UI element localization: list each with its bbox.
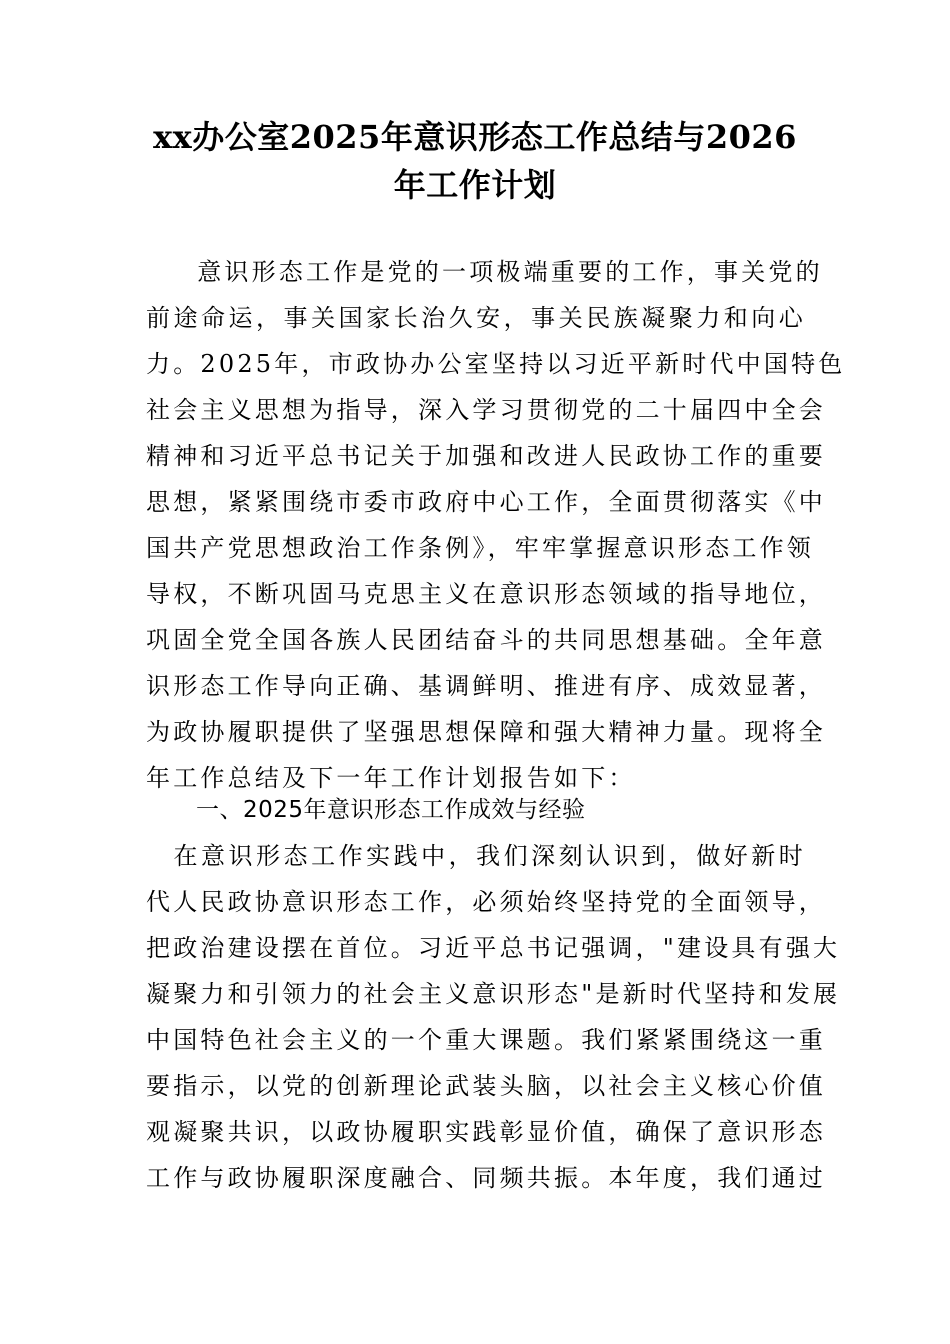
title-line-2: 年工作计划	[393, 166, 557, 204]
paragraph-line: 前途命运，事关国家长治久安，事关民族凝聚力和向心	[146, 304, 806, 332]
paragraph-line: 凝聚力和引领力的社会主义意识形态"是新时代坚持和发展	[146, 980, 841, 1008]
intro-paragraph	[146, 249, 846, 801]
paragraph-line: 巩固全党全国各族人民团结奋斗的共同思想基础。全年意	[146, 626, 826, 654]
paragraph-line: 中国特色社会主义的一个重大课题。我们紧紧围绕这一重	[146, 1026, 826, 1054]
title-line-1: xx办公室2025年意识形态工作总结与2026	[153, 118, 797, 156]
paragraph-line: 意识形态工作是党的一项极端重要的工作，事关党的	[170, 258, 823, 286]
paragraph-line: 国共产党思想政治工作条例》，牢牢掌握意识形态工作领	[146, 534, 814, 562]
paragraph-line: 导权，不断巩固马克思主义在意识形态领域的指导地位，	[146, 580, 826, 608]
section-heading: 一、2025年意识形态工作成效与经验	[196, 797, 586, 823]
paragraph-line: 观凝聚共识，以政协履职实践彰显价值，确保了意识形态	[146, 1118, 826, 1146]
paragraph-line: 力。2025年，市政协办公室坚持以习近平新时代中国特色	[146, 350, 846, 378]
paragraph-line: 年工作总结及下一年工作计划报告如下：	[146, 764, 636, 792]
paragraph-line: 社会主义思想为指导，深入学习贯彻党的二十届四中全会	[146, 396, 826, 424]
paragraph-line: 工作与政协履职深度融合、同频共振。本年度，我们通过	[146, 1164, 826, 1192]
section-paragraph	[146, 833, 841, 1201]
paragraph-line: 要指示，以党的创新理论武装头脑，以社会主义核心价值	[146, 1072, 826, 1100]
document-title	[140, 113, 810, 209]
paragraph-line: 思想，紧紧围绕市委市政府中心工作，全面贯彻落实《中	[146, 488, 826, 516]
paragraph-line: 识形态工作导向正确、基调鲜明、推进有序、成效显著，	[146, 672, 826, 700]
paragraph-line: 精神和习近平总书记关于加强和改进人民政协工作的重要	[146, 442, 826, 470]
paragraph-line: 在意识形态工作实践中，我们深刻认识到，做好新时	[146, 842, 806, 870]
paragraph-line: 为政协履职提供了坚强思想保障和强大精神力量。现将全	[146, 718, 826, 746]
paragraph-line: 把政治建设摆在首位。习近平总书记强调，"建设具有强大	[146, 934, 841, 962]
paragraph-line: 代人民政协意识形态工作，必须始终坚持党的全面领导，	[146, 888, 826, 916]
